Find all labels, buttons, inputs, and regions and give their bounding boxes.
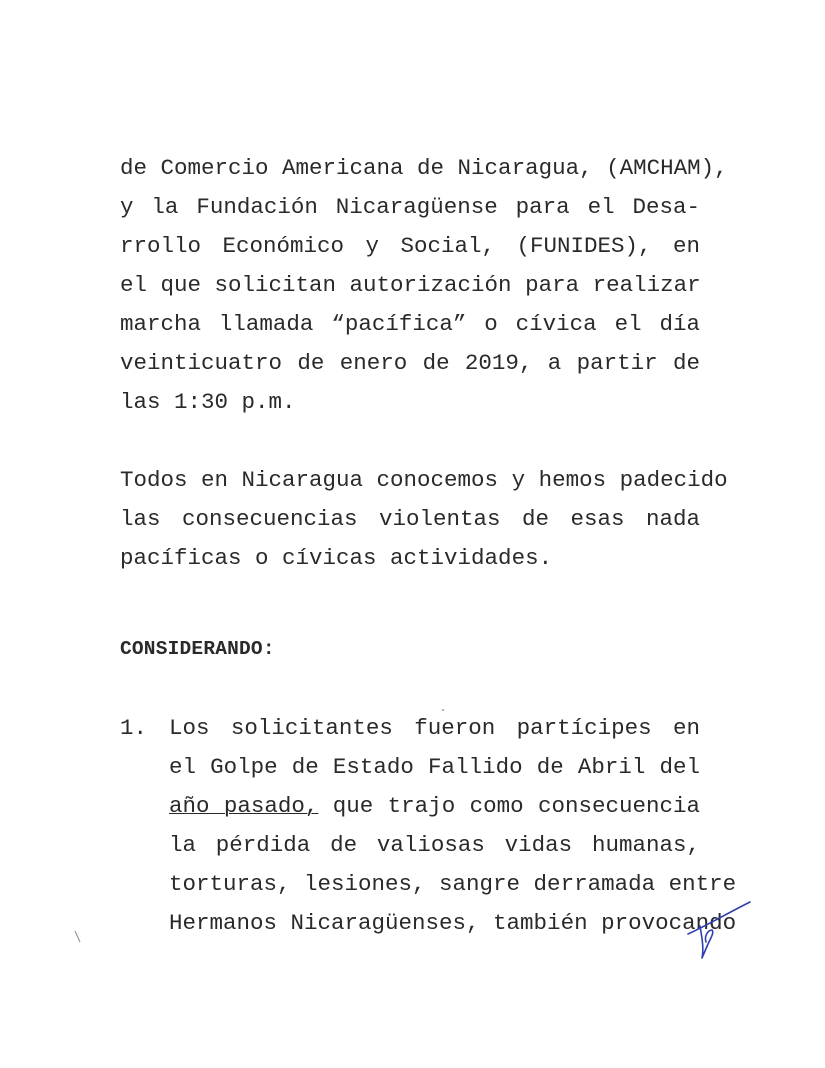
scan-speck-icon <box>74 930 82 944</box>
paragraph-1-line-3: rrollo Económico y Social, (FUNIDES), en <box>120 233 700 259</box>
underlined-phrase: año pasado, <box>169 793 319 819</box>
paragraph-2-line-2: las consecuencias violentas de esas nada <box>120 506 700 532</box>
paragraph-1-line-6: veinticuatro de enero de 2019, a partir de <box>120 350 700 376</box>
item-1-line-5: torturas, lesiones, sangre derramada entre <box>169 871 737 897</box>
paragraph-1-line-1: de Comercio Americana de Nicaragua, (AMCHAM), <box>120 155 728 181</box>
paragraph-1-line-2: y la Fundación Nicaragüense para el Desa- <box>120 194 700 220</box>
paragraph-1-line-7: las 1:30 p.m. <box>120 389 296 415</box>
paragraph-2-line-3: pacíficas o cívicas actividades. <box>120 545 553 571</box>
item-1-line-4: la pérdida de valiosas vidas humanas, <box>169 832 700 858</box>
signature-icon <box>686 896 756 962</box>
section-heading: CONSIDERANDO: <box>120 638 275 660</box>
paragraph-1-line-4: el que solicitan autorización para realizar <box>120 272 701 298</box>
item-1-line-6: Hermanos Nicaragüenses, también provocando <box>169 910 737 936</box>
item-1-line-3-rest: que trajo como consecuencia <box>318 793 700 819</box>
item-1-line-3 <box>169 793 700 819</box>
scan-dot-icon <box>441 708 445 712</box>
item-1-line-2: el Golpe de Estado Fallido de Abril del <box>169 754 700 780</box>
paragraph-2-line-1: Todos en Nicaragua conocemos y hemos padecido <box>120 467 728 493</box>
item-1-line-1: Los solicitantes fueron partícipes en <box>169 715 700 741</box>
paragraph-1-line-5: marcha llamada “pacífica” o cívica el día <box>120 311 700 337</box>
item-number: 1. <box>120 715 148 741</box>
